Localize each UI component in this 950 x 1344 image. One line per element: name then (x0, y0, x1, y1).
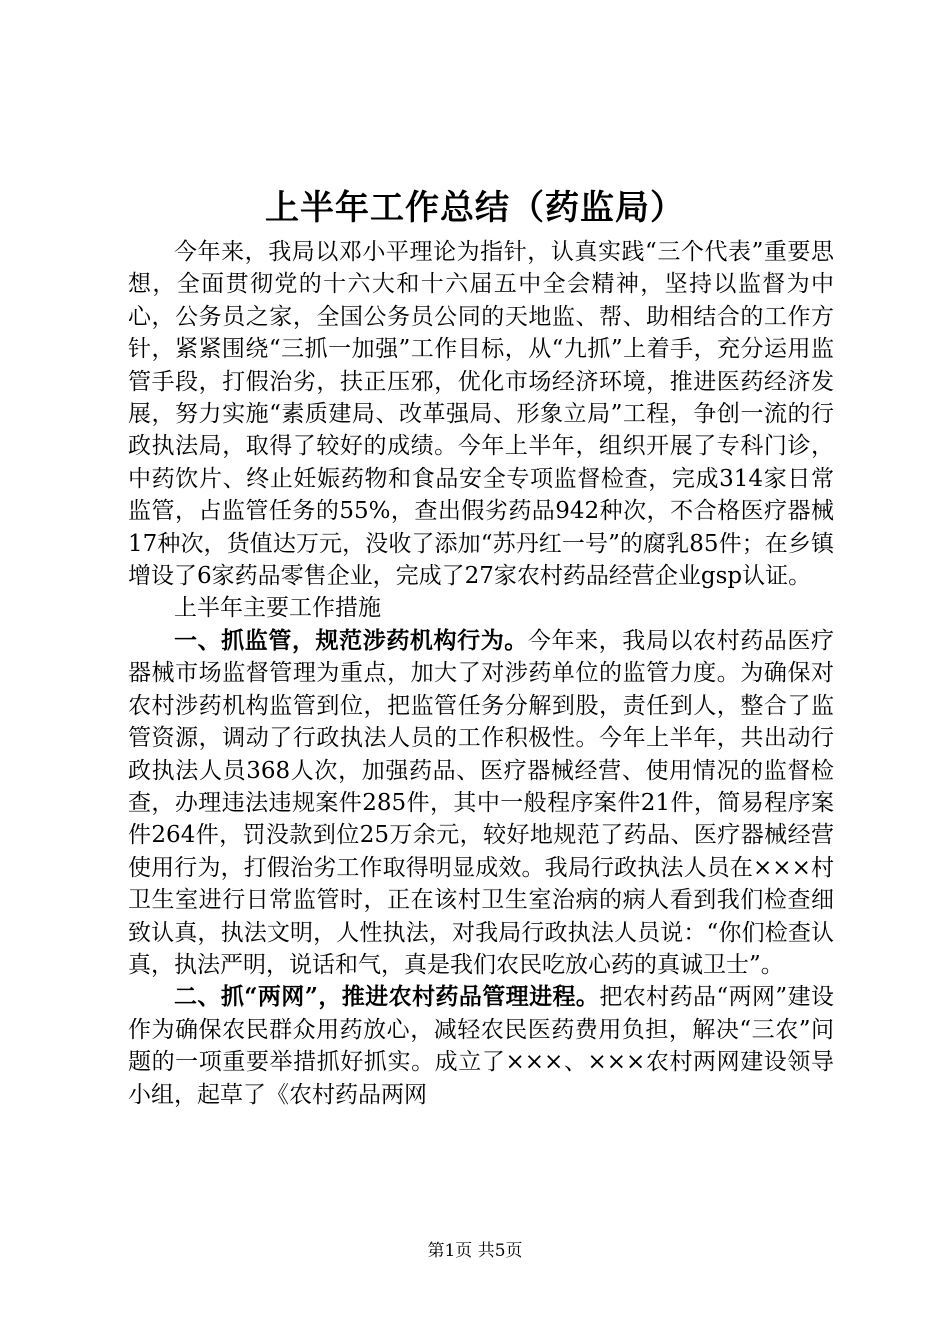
paragraph-measures-heading (128, 592, 834, 624)
paragraph-supervision (128, 625, 834, 981)
section-heading-two-networks: 二、抓“两网”，推进农村药品管理进程。 (174, 983, 600, 1011)
paragraph-intro (128, 236, 834, 592)
section-heading-supervision: 一、抓监管，规范涉药机构行为。 (174, 626, 528, 654)
document-body (128, 236, 834, 1111)
paragraph-two-networks (128, 981, 834, 1111)
page-footer: 第1页 共5页 (427, 1241, 523, 1261)
document-title: 上半年工作总结（药监局） (265, 188, 685, 228)
paragraph-text: 今年来，我局以邓小平理论为指针，认真实践“三个代表”重要思想，全面贯彻党的十六大和十六届五中全会精神，坚持以监督为中心，公务员之家，全国公务员公同的天地监、帮、助相结合的工作方针，紧紧围绕“三抓一加强”工作目标，从“九抓”上着手，充分运用监管手段，打假治劣，扶正压邪，优化市场经济环境，推进医药经济发展，努力实施“素质建局、改革强局、形象立局”工程，争创一流的行政执法局，取得了较好的成绩。今年上半年，组织开展了专科门诊，中药饮片、终止妊娠药物和食品安全专项监督检查，完成314家日常监管，占监管任务的55%，查出假劣药品942种次，不合格医疗器械17种次，货值达万元，没收了添加“苏丹红一号”的腐乳85件；在乡镇增设了6家药品零售企业，完成了27家农村药品经营企业gsp认证。 (128, 239, 834, 590)
paragraph-text: 把农村药品“两网”建设作为确保农民群众用药放心，减轻农民医药费用负担，解决“三农”问题的一项重要举措抓好抓实。成立了×××、×××农村两网建设领导小组，起草了《农村药品两网 (128, 984, 834, 1108)
paragraph-text: 上半年主要工作措施 (174, 595, 381, 622)
paragraph-text: 今年来，我局以农村药品医疗器械市场监督管理为重点，加大了对涉药单位的监管力度。为确保对农村涉药机构监管到位，把监管任务分解到股，责任到人，整合了监管资源，调动了行政执法人员的工作积极性。今年上半年，共出动行政执法人员368人次，加强药品、医疗器械经营、使用情况的监督检查，办理违法违规案件285件，其中一般程序案件21件，简易程序案件264件，罚没款到位25万余元，较好地规范了药品、医疗器械经营使用行为，打假治劣工作取得明显成效。我局行政执法人员在×××村卫生室进行日常监管时，正在该村卫生室治病的病人看到我们检查细致认真，执法文明，人性执法，对我局行政执法人员说：“你们检查认真，执法严明，说话和气，真是我们农民吃放心药的真诚卫士”。 (128, 627, 835, 978)
